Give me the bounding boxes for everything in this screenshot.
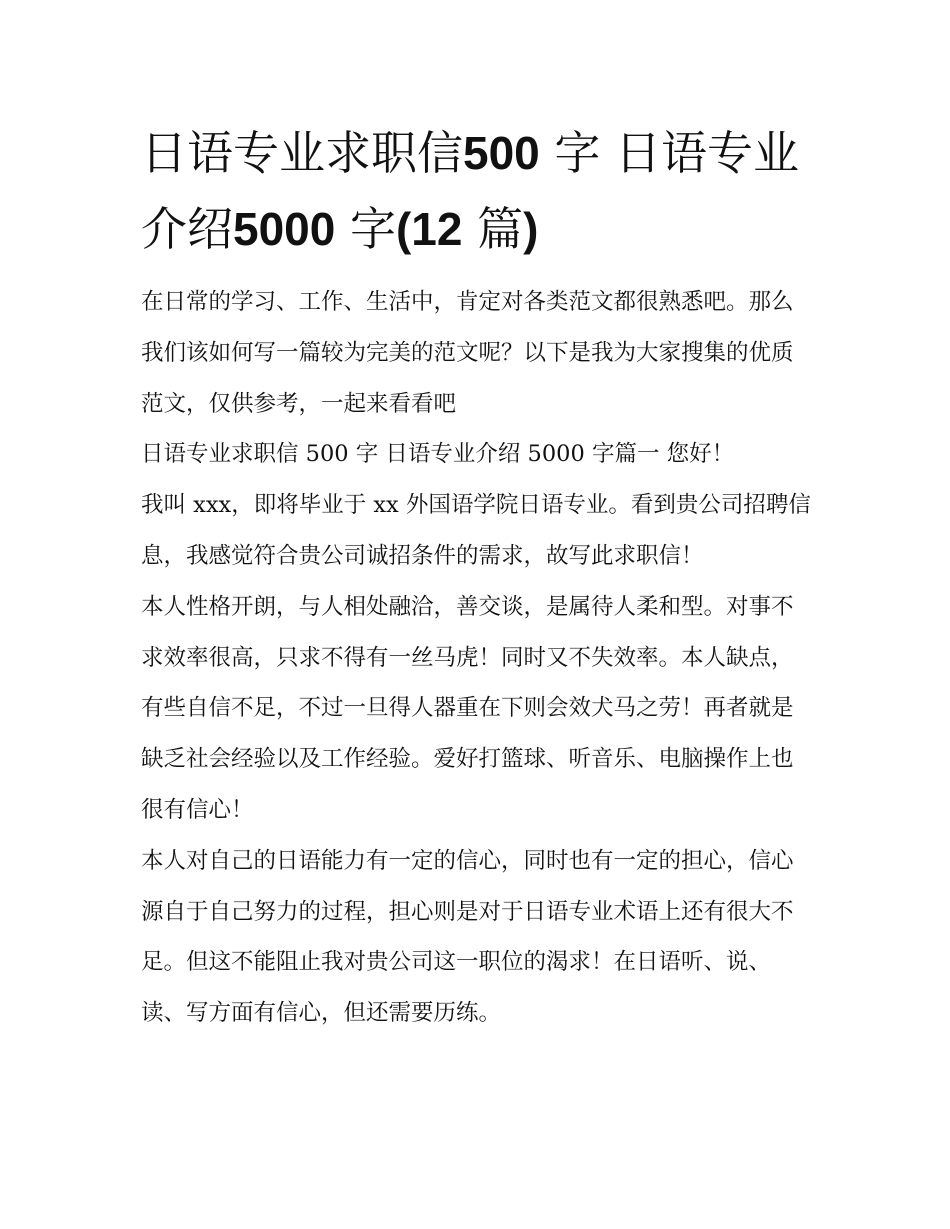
- title-part: ): [523, 203, 539, 255]
- title-part: 字 日语专业介绍: [141, 126, 799, 256]
- title-part: 5000: [233, 203, 336, 255]
- document-title: [141, 115, 813, 267]
- title-part: 500: [463, 127, 540, 179]
- document-content: [141, 115, 813, 1039]
- body-paragraph: 本人对自己的日语能力有一定的信心，同时也有一定的担心，信心源自于自己努力的过程，担心则是对于日语专业术语上还有很大不足。但这不能阻止我对贵公司这一职位的渴求！在日语听、说、读、写方面有信心，但还需要历练。: [141, 847, 794, 1027]
- intro-paragraph: 在日常的学习、工作、生活中，肯定对各类范文都很熟悉吧。那么我们该如何写一篇较为完美的范文呢？以下是我为大家搜集的优质范文，仅供参考，一起来看看吧: [141, 289, 794, 417]
- title-part: 篇: [462, 202, 524, 256]
- body-paragraph: 我叫 xxx，即将毕业于 xx 外国语学院日语专业。看到贵公司招聘信息，我感觉符合贵公司诚招条件的需求，故写此求职信！: [141, 492, 811, 569]
- title-part: 日语专业求职信: [141, 126, 463, 180]
- title-part: 字: [335, 202, 396, 256]
- body-paragraph: 本人性格开朗，与人相处融洽，善交谈，是属待人柔和型。对事不求效率很高，只求不得有一丝马虎！同时又不失效率。本人缺点，有些自信不足，不过一旦得人器重在下则会效犬马之劳！再者就是缺乏社会经验以及工作经验。爱好打篮球、听音乐、电脑操作上也很有信心！: [141, 593, 794, 823]
- title-part: (12: [395, 203, 463, 255]
- section-heading-line: 日语专业求职信 500 字 日语专业介绍 5000 字篇一 您好！: [141, 441, 735, 468]
